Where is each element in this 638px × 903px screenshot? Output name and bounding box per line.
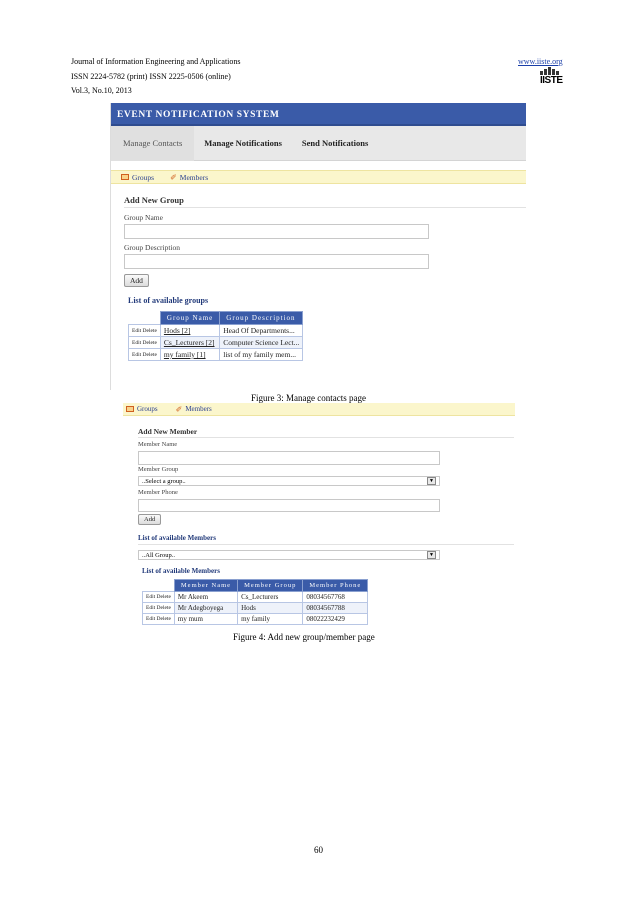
member-group-cell: my family (238, 614, 303, 625)
figure-4-screenshot (123, 403, 515, 628)
edit-link[interactable]: Edit (132, 327, 142, 334)
member-group-select[interactable] (138, 476, 440, 486)
col-member-group: Member Group (238, 580, 303, 592)
row-actions (129, 325, 161, 337)
row-actions (129, 349, 161, 361)
table-row (143, 603, 368, 614)
logo-text: IISTE (540, 75, 563, 86)
divider (138, 544, 514, 545)
col-group-desc: Group Description (220, 312, 303, 325)
member-phone-cell: 08022232429 (303, 614, 368, 625)
row-actions (143, 603, 175, 614)
members-table (142, 579, 368, 625)
table-row (143, 592, 368, 603)
member-name-cell: my mum (174, 614, 237, 625)
group-desc-input[interactable] (124, 254, 429, 269)
delete-link[interactable]: Delete (156, 616, 171, 622)
tab-manage-notifications[interactable]: Manage Notifications (204, 138, 282, 148)
add-member-button[interactable]: Add (138, 514, 161, 525)
edit-link[interactable]: Edit (146, 594, 156, 600)
groups-list-title: List of available groups (128, 296, 209, 305)
journal-name: Journal of Information Engineering and Applications (71, 57, 241, 66)
website-link[interactable]: www.iiste.org (518, 57, 563, 66)
contacts-subnav (111, 170, 526, 184)
members-list-title: List of available Members (138, 534, 216, 542)
member-name-cell: Mr Akeem (174, 592, 237, 603)
col-group-name: Group Name (160, 312, 219, 325)
main-tabs (111, 126, 526, 161)
tab-send-notifications[interactable]: Send Notifications (301, 138, 369, 148)
delete-link[interactable]: Delete (156, 594, 171, 600)
group-name-input[interactable] (124, 224, 429, 239)
member-phone-input[interactable] (138, 499, 440, 512)
figure-4-caption: Figure 4: Add new group/member page (233, 632, 375, 642)
group-filter-value: ..All Group.. (142, 551, 176, 559)
dropdown-arrow-icon: ▼ (427, 551, 436, 559)
add-group-title: Add New Group (124, 195, 184, 205)
edit-link[interactable]: Edit (132, 351, 142, 358)
groups-icon (121, 174, 129, 180)
volume: Vol.3, No.10, 2013 (71, 86, 132, 95)
table-header-row (129, 312, 303, 325)
row-actions (143, 592, 175, 603)
group-desc-label: Group Description (124, 243, 181, 252)
members-icon: ✐ (175, 404, 183, 414)
group-desc-cell: Head Of Departments... (220, 325, 303, 337)
group-name-label: Group Name (124, 213, 163, 222)
member-group-cell: Hods (238, 603, 303, 614)
table-row (129, 325, 303, 337)
group-name-cell[interactable]: my family [1] (160, 349, 219, 361)
tab-manage-contacts[interactable]: Manage Contacts (111, 126, 194, 161)
table-row (129, 349, 303, 361)
group-desc-cell: list of my family mem... (220, 349, 303, 361)
delete-link[interactable]: Delete (142, 351, 157, 358)
delete-link[interactable]: Delete (142, 327, 157, 334)
row-actions (129, 337, 161, 349)
member-phone-cell: 08034567788 (303, 603, 368, 614)
group-desc-cell: Computer Science Lect... (220, 337, 303, 349)
member-group-value: ..Select a group.. (142, 477, 186, 485)
groups-table (128, 311, 303, 361)
groups-icon (126, 406, 134, 412)
col-member-name: Member Name (174, 580, 237, 592)
members-subnav (123, 403, 515, 416)
member-name-label: Member Name (138, 441, 178, 448)
member-phone-label: Member Phone (138, 489, 178, 496)
edit-link[interactable]: Edit (132, 339, 142, 346)
edit-link[interactable]: Edit (146, 616, 156, 622)
group-name-cell[interactable]: Cs_Lecturers [2] (160, 337, 219, 349)
subnav-groups-label: Groups (132, 172, 155, 182)
member-name-cell: Mr Adegboyega (174, 603, 237, 614)
member-group-label: Member Group (138, 466, 179, 473)
issn: ISSN 2224-5782 (print) ISSN 2225-0506 (online) (71, 72, 231, 81)
members-list-title-2: List of available Members (142, 567, 220, 575)
group-filter-select[interactable] (138, 550, 440, 560)
iiste-logo (540, 67, 562, 91)
dropdown-arrow-icon: ▼ (427, 477, 436, 485)
subnav-members[interactable] (176, 405, 212, 414)
delete-link[interactable]: Delete (156, 605, 171, 611)
col-member-phone: Member Phone (303, 580, 368, 592)
group-name-cell[interactable]: Hods [2] (160, 325, 219, 337)
figure-3-caption: Figure 3: Manage contacts page (251, 393, 366, 403)
member-group-cell: Cs_Lecturers (238, 592, 303, 603)
subnav-members-label: Members (185, 405, 212, 413)
member-name-input[interactable] (138, 451, 440, 465)
members-icon: ✐ (170, 172, 177, 182)
row-actions (143, 614, 175, 625)
subnav-members[interactable] (170, 173, 208, 182)
table-row (143, 614, 368, 625)
table-row (129, 337, 303, 349)
app-banner: EVENT NOTIFICATION SYSTEM (111, 103, 526, 126)
divider (138, 437, 514, 438)
subnav-groups[interactable] (126, 405, 158, 413)
delete-link[interactable]: Delete (142, 339, 157, 346)
subnav-groups-label: Groups (137, 405, 158, 413)
page-number: 60 (314, 845, 323, 855)
add-member-title: Add New Member (138, 427, 198, 436)
edit-link[interactable]: Edit (146, 605, 156, 611)
add-group-button[interactable]: Add (124, 274, 149, 287)
subnav-members-label: Members (179, 172, 209, 182)
subnav-groups[interactable] (121, 173, 154, 182)
member-phone-cell: 08034567768 (303, 592, 368, 603)
table-header-row (143, 580, 368, 592)
figure-3-screenshot (110, 103, 526, 390)
divider (124, 207, 526, 208)
